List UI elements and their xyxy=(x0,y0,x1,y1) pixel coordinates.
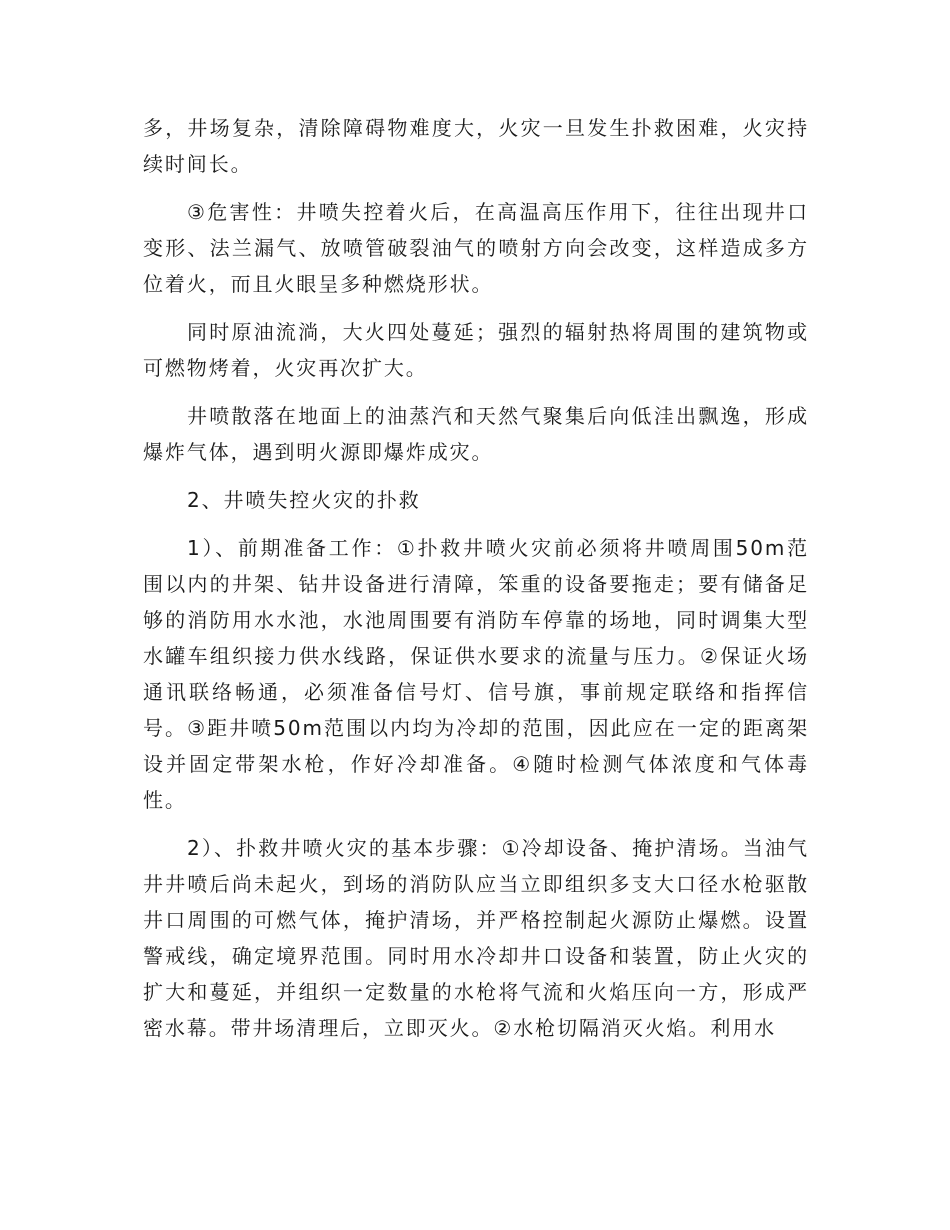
document-body xyxy=(143,110,809,1058)
paragraph-explosive-gas: 井喷散落在地面上的油蒸汽和天然气聚集后向低洼出飘逸，形成爆炸气体，遇到明火源即爆炸成灾。 xyxy=(143,404,809,464)
section-heading: 2、井喷失控火灾的扑救 xyxy=(187,488,421,512)
paragraph-preparation: 1）、前期准备工作：①扑救井喷火灾前必须将井喷周围50m范围以内的井架、钻井设备进行清障，笨重的设备要拖走；要有储备足够的消防用水水池，水池周围要有消防车停靠的场地，同时调集大型水罐车组织接力供水线路，保证供水要求的流量与压力。②保证火场通讯联络畅通，必须准备信号灯、信号旗，事前规定联络和指挥信号。③距井喷50m范围以内均为冷却的范围，因此应在一定的距离架设并固定带架水枪，作好冷却准备。④随时检测气体浓度和气体毒性。 xyxy=(143,536,809,812)
paragraph-basic-steps: 2）、扑救井喷火灾的基本步骤：①冷却设备、掩护清场。当油气井井喷后尚未起火，到场的消防队应当立即组织多支大口径水枪驱散井口周围的可燃气体，掩护清场，并严格控制起火源防止爆燃。设置警戒线，确定境界范围。同时用水冷却井口设备和装置，防止火灾的扩大和蔓延，并组织一定数量的水枪将气流和火焰压向一方，形成严密水幕。带井场清理后，立即灭火。②水枪切隔消灭火焰。利用水 xyxy=(143,836,809,1040)
paragraph-continuation: 多，井场复杂，清除障碍物难度大，火灾一旦发生扑救困难，火灾持续时间长。 xyxy=(143,116,809,176)
paragraph-hazard: ③危害性：井喷失控着火后，在高温高压作用下，往往出现井口变形、法兰漏气、放喷管破裂油气的喷射方向会改变，这样造成多方位着火，而且火眼呈多种燃烧形状。 xyxy=(143,200,809,296)
paragraph-oil-spread: 同时原油流淌，大火四处蔓延；强烈的辐射热将周围的建筑物或可燃物烤着，火灾再次扩大。 xyxy=(143,320,809,380)
